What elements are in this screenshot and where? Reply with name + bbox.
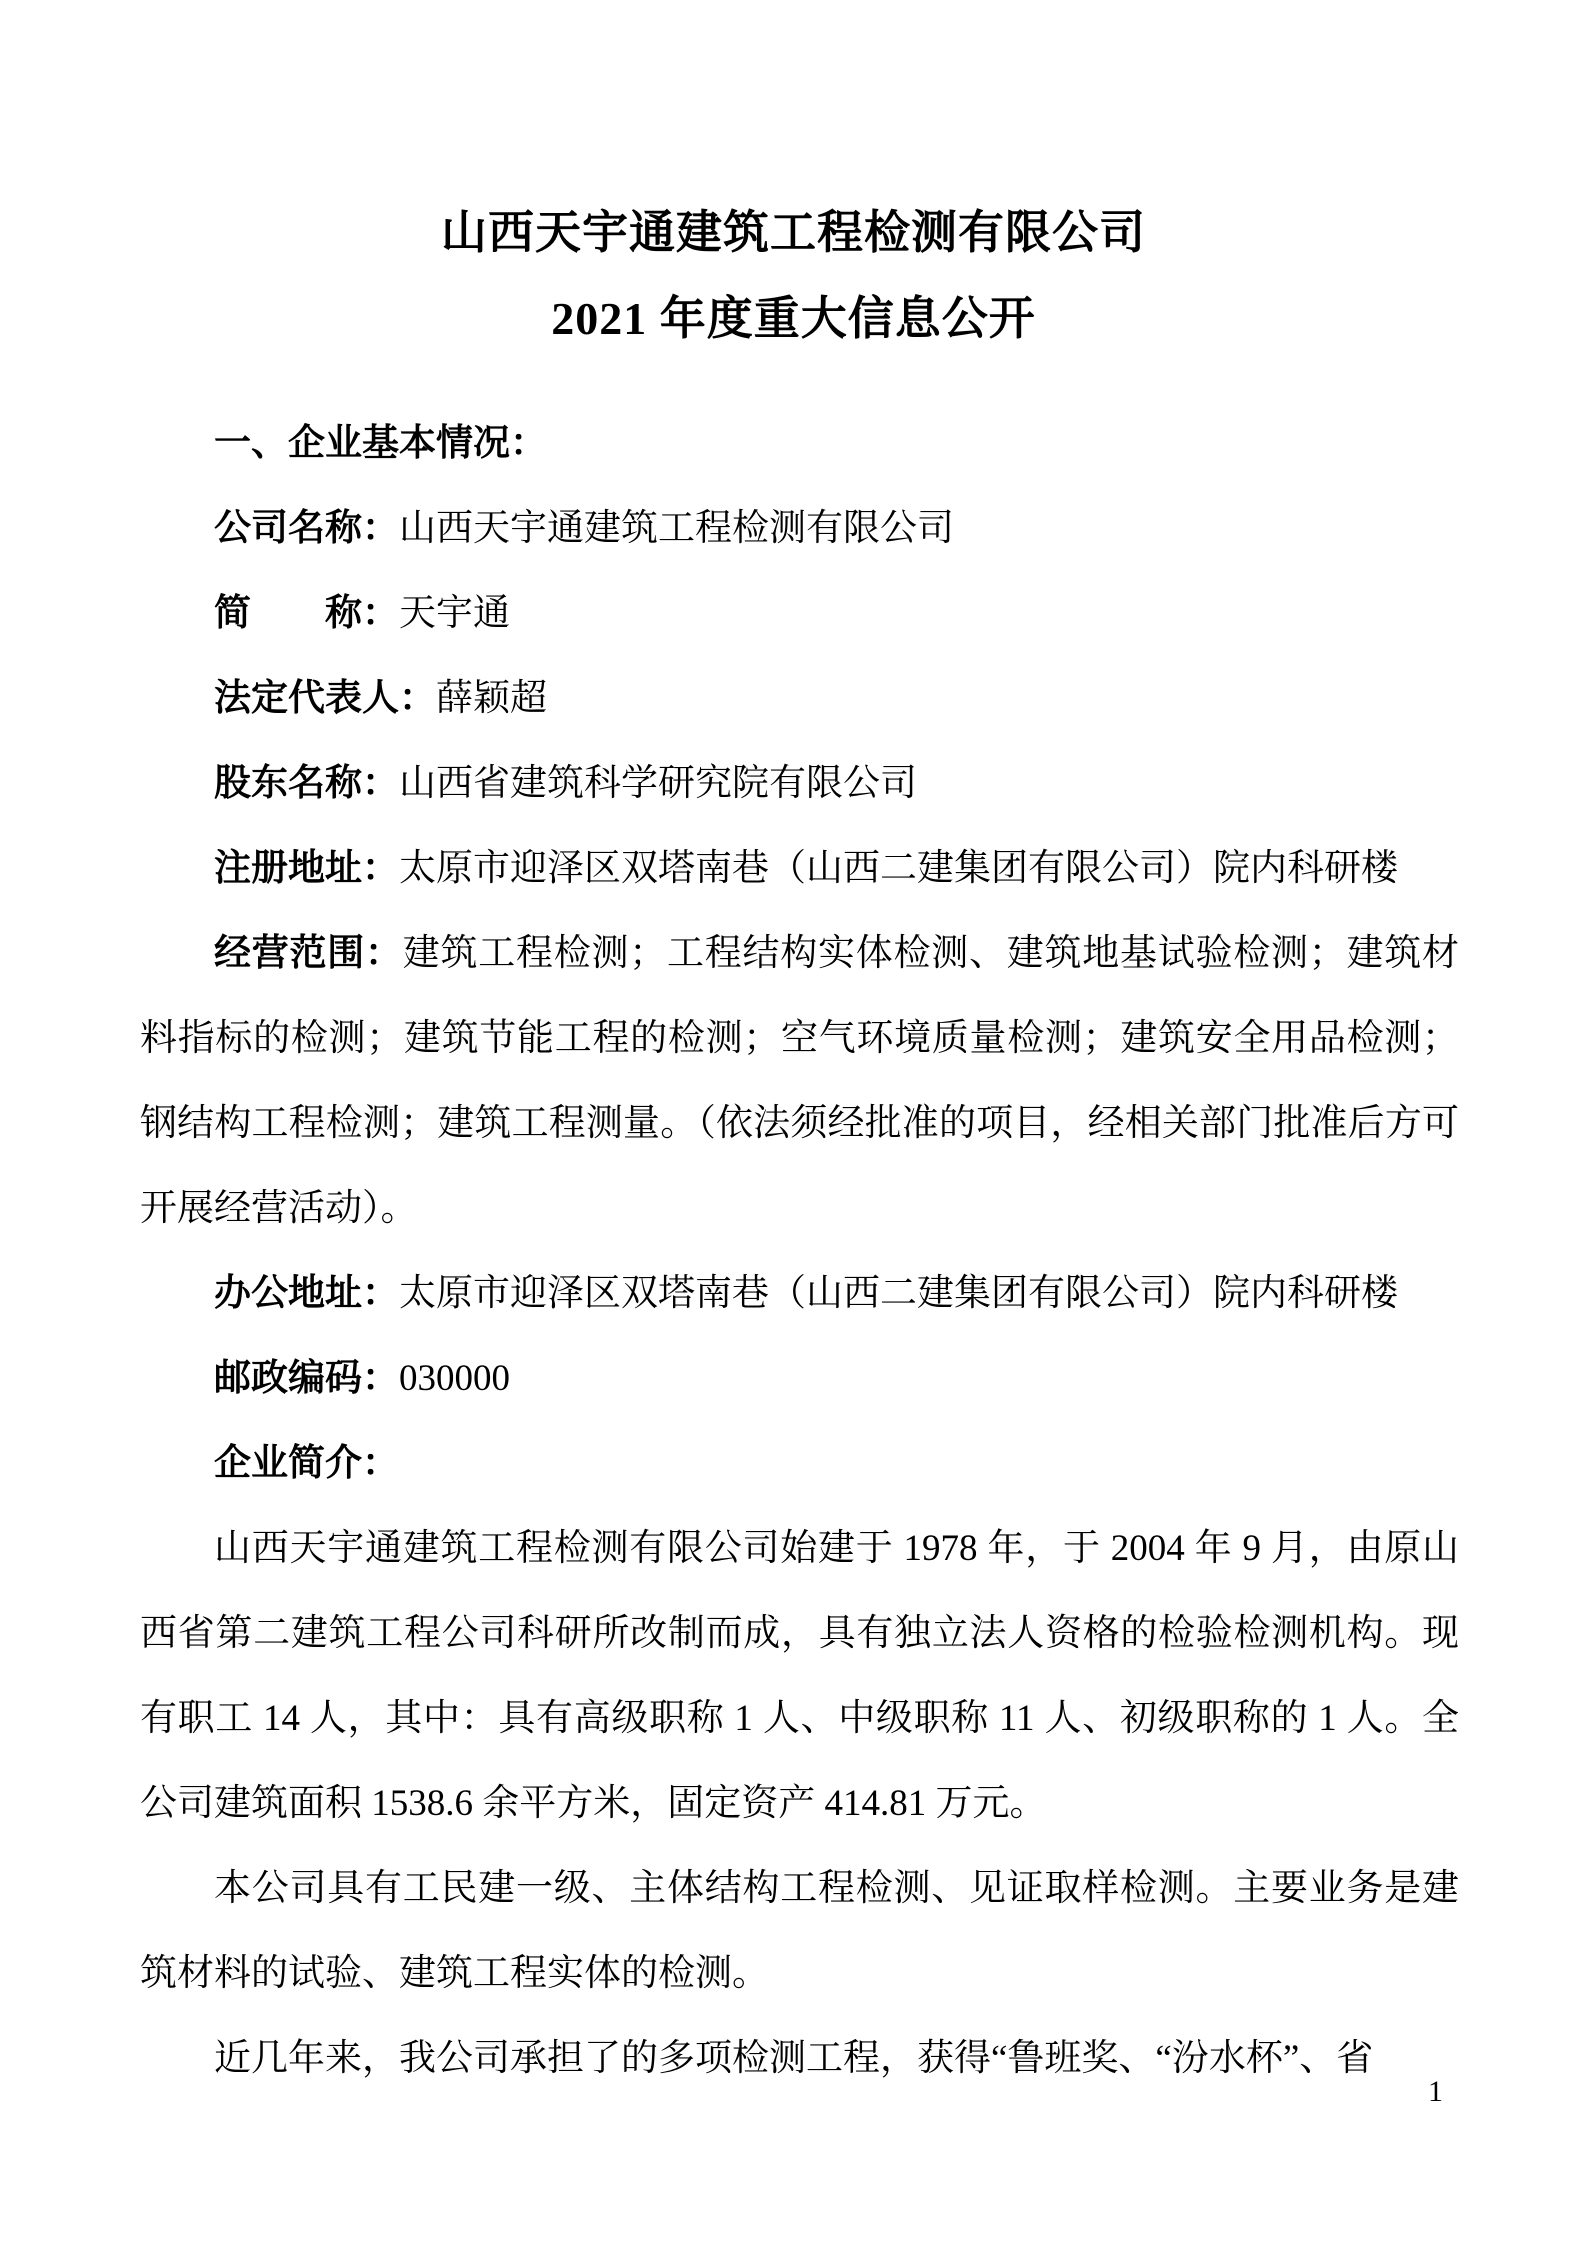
field-row-short-name — [140, 571, 1459, 656]
field-row-company-name — [140, 486, 1459, 571]
profile-paragraph-business: 本公司具有工民建一级、主体结构工程检测、见证取样检测。主要业务是建筑材料的试验、建筑工程实体的检测。 — [140, 1868, 1459, 1994]
field-value-company-name: 山西天宇通建筑工程检测有限公司 — [399, 508, 954, 549]
field-value-registered-address: 太原市迎泽区双塔南巷（山西二建集团有限公司）院内科研楼 — [399, 848, 1398, 889]
section-heading: 一、企业基本情况： — [214, 423, 547, 464]
field-row-legal-representative — [140, 656, 1459, 741]
page-number: 1 — [1428, 2075, 1443, 2108]
field-row-shareholder — [140, 741, 1459, 826]
document-subtitle: 2021 年度重大信息公开 — [551, 293, 1036, 344]
field-value-office-address: 太原市迎泽区双塔南巷（山西二建集团有限公司）院内科研楼 — [399, 1273, 1398, 1314]
field-row-office-address — [140, 1251, 1459, 1336]
field-label-legal-representative: 法定代表人： — [214, 678, 436, 719]
field-label-shareholder: 股东名称： — [214, 763, 399, 804]
field-value-business-scope: 建筑工程检测；工程结构实体检测、建筑地基试验检测；建筑材料指标的检测；建筑节能工程的检测；空气环境质量检测；建筑安全用品检测；钢结构工程检测；建筑工程测量。（依法须经批准的项目，经相关部门批准后方可开展经营活动）。 — [140, 933, 1459, 1229]
field-label-registered-address: 注册地址： — [214, 848, 399, 889]
document-title: 山西天宇通建筑工程检测有限公司 — [441, 207, 1146, 258]
field-label-office-address: 办公地址： — [214, 1273, 399, 1314]
document-body — [140, 401, 1459, 2101]
field-label-short-name: 简 称： — [214, 593, 399, 634]
field-value-legal-representative: 薛颖超 — [436, 678, 547, 719]
field-value-short-name: 天宇通 — [399, 593, 510, 634]
profile-paragraph-history: 山西天宇通建筑工程检测有限公司始建于 1978 年，于 2004 年 9 月，由原山西省第二建筑工程公司科研所改制而成，具有独立法人资格的检验检测机构。现有职工 14 人，其中：具有高级职称 1 人、中级职称 11 人、初级职称的 1 人。全公司建筑面积 1538.6 余平方米，固定资产 414.81 万元。 — [140, 1528, 1459, 1824]
field-row-business-scope — [140, 911, 1459, 1251]
profile-heading: 企业简介： — [214, 1443, 399, 1484]
field-label-business-scope: 经营范围： — [214, 933, 403, 974]
field-value-shareholder: 山西省建筑科学研究院有限公司 — [399, 763, 917, 804]
field-row-registered-address — [140, 826, 1459, 911]
field-label-company-name: 公司名称： — [214, 508, 399, 549]
field-label-postal-code: 邮政编码： — [214, 1358, 399, 1399]
field-value-postal-code: 030000 — [399, 1358, 510, 1399]
profile-paragraph-awards: 近几年来，我公司承担了的多项检测工程，获得“鲁班奖、“汾水杯”、省 — [214, 2038, 1374, 2079]
title-block — [0, 0, 1587, 362]
field-row-postal-code — [140, 1336, 1459, 1421]
